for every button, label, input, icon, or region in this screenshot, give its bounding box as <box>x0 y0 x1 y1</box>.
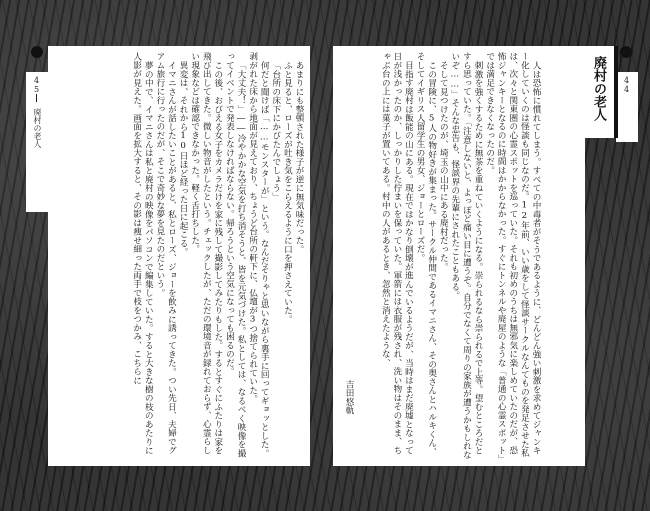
paragraph: 「大丈夫！」――冷やかかな空気を打ち消そうと、皆を元気づけた。私としては、なるべく映像を撮ってイベントで発表しなければならない。帰ろうという空気になっても困るのだ。 <box>224 52 247 458</box>
paragraph: あまりにも整頓された様子が逆に無気味だった。 <box>294 60 304 254</box>
right-folio <box>616 72 638 142</box>
author-name: 吉田悠軌 <box>344 379 354 414</box>
page-marker-dot <box>31 46 43 58</box>
right-text-block <box>333 46 585 466</box>
paragraph: そして見つけたのが、埼玉の山中にある廃村だった。 <box>438 60 449 271</box>
left-body-text <box>54 52 304 460</box>
left-folio <box>26 72 48 212</box>
paragraph: イマニさんが話したいことがあると、私とローズ、ジョーを飲みに誘ってきた。つい先日、夫婦でグアム旅行に行ったのだが、そこで奇妙な夢を見たのだという。 <box>154 52 177 455</box>
right-body-text <box>339 52 541 460</box>
paragraph: この後、おびえる女子をカメラだけを家に残して撮影してみたりもした。するとすぐにふたりは家を飛び出してきた。微しい物音がしたという。チェックしたが、ただの環境音が録れておらず、心霊らしい現象などは確認できなかった。軽く舌打ちした。 <box>189 52 223 455</box>
page-marker-dot <box>620 46 632 58</box>
paragraph: 目指す廃村は飯能の山にある。現在ではかなり倒壊が進んでいるようだが、当時はまだ廃墟となって日が浅かったのか、しっかりした佇まいを保っていた。軍箭には衣服が残され、洗い物はそのまま、ちゃぶ台の上には菓子が置いてある。村中の人があるとき、忽然と消えたような、 <box>380 52 414 455</box>
story-title-box <box>580 46 618 138</box>
left-running-title: 廃村の老人 <box>33 108 42 148</box>
paragraph: 何だと聞けば「……モンスターが」という。なんだそりゃと思いながら裏手に回ってギョッとした。剥がれた床から地面が見えており、ちょうど台所の軒下に、仏壇が3つ捨てられていた。 <box>247 52 270 458</box>
paragraph: ふと見ると、ローズが吐き気をこらえるように口を押さえていた。 <box>282 60 293 324</box>
folio-divider <box>36 94 37 102</box>
paragraph: 「台所の床下にかびたんでしょう」 <box>270 60 281 201</box>
paragraph: 人は恐怖に慣れてしまう。すべての中毒者がそうであるように、どんどん強い刺激を求めてジャンキー化していくのは怪談も同じなのだ。12年前、いい歳をして怪談サークルなんてものを発足させた私は、次々と関東圏の心霊スポットを巡っていた。それも初めのうちは無邪気に楽しめていたのだが、恐怖ジャンキーとなるのに時間はかからなかった。すぐにトンネルや廃屋のような「普通の心霊スポット」では満足できなくなったのだ。 <box>484 52 541 459</box>
story-title: 廃村の老人 <box>591 56 606 121</box>
left-text-block <box>48 46 310 466</box>
paragraph: この冒険に、5人の物好きが集まった。サークル仲間であるイマニさん、その奥さんとハルキくん、そしてイギリス人留学生の男女、ジョーとローズだ。 <box>415 52 437 456</box>
paragraph: 夢の中で、イマニさんは私と廃村の映像をパソコンで編集していた。すると大きな樹の枝のあたりに人影が見えた。画面を拡大すると、その影は痩せ細った両手で枝をつかみ、こちらに <box>131 52 154 455</box>
paragraph: 異変は、それから10日ほど経った日に起こる。 <box>178 60 189 256</box>
paragraph: 刺激を強くするために無茶を重ねていくようになる。崇られるなら崇られるで上等。望むところだとすら思っていた。「注意しないと、よっぽど痛い目に遭うぞ。自分でなくて周りの家族が遭うかもしれないぞ……」そんな忠告も、怪談界の先輩にされたこともある。 <box>449 52 484 459</box>
right-page <box>325 0 650 511</box>
right-page-number: 44 <box>622 76 631 94</box>
left-page-number: 45 <box>32 76 41 94</box>
